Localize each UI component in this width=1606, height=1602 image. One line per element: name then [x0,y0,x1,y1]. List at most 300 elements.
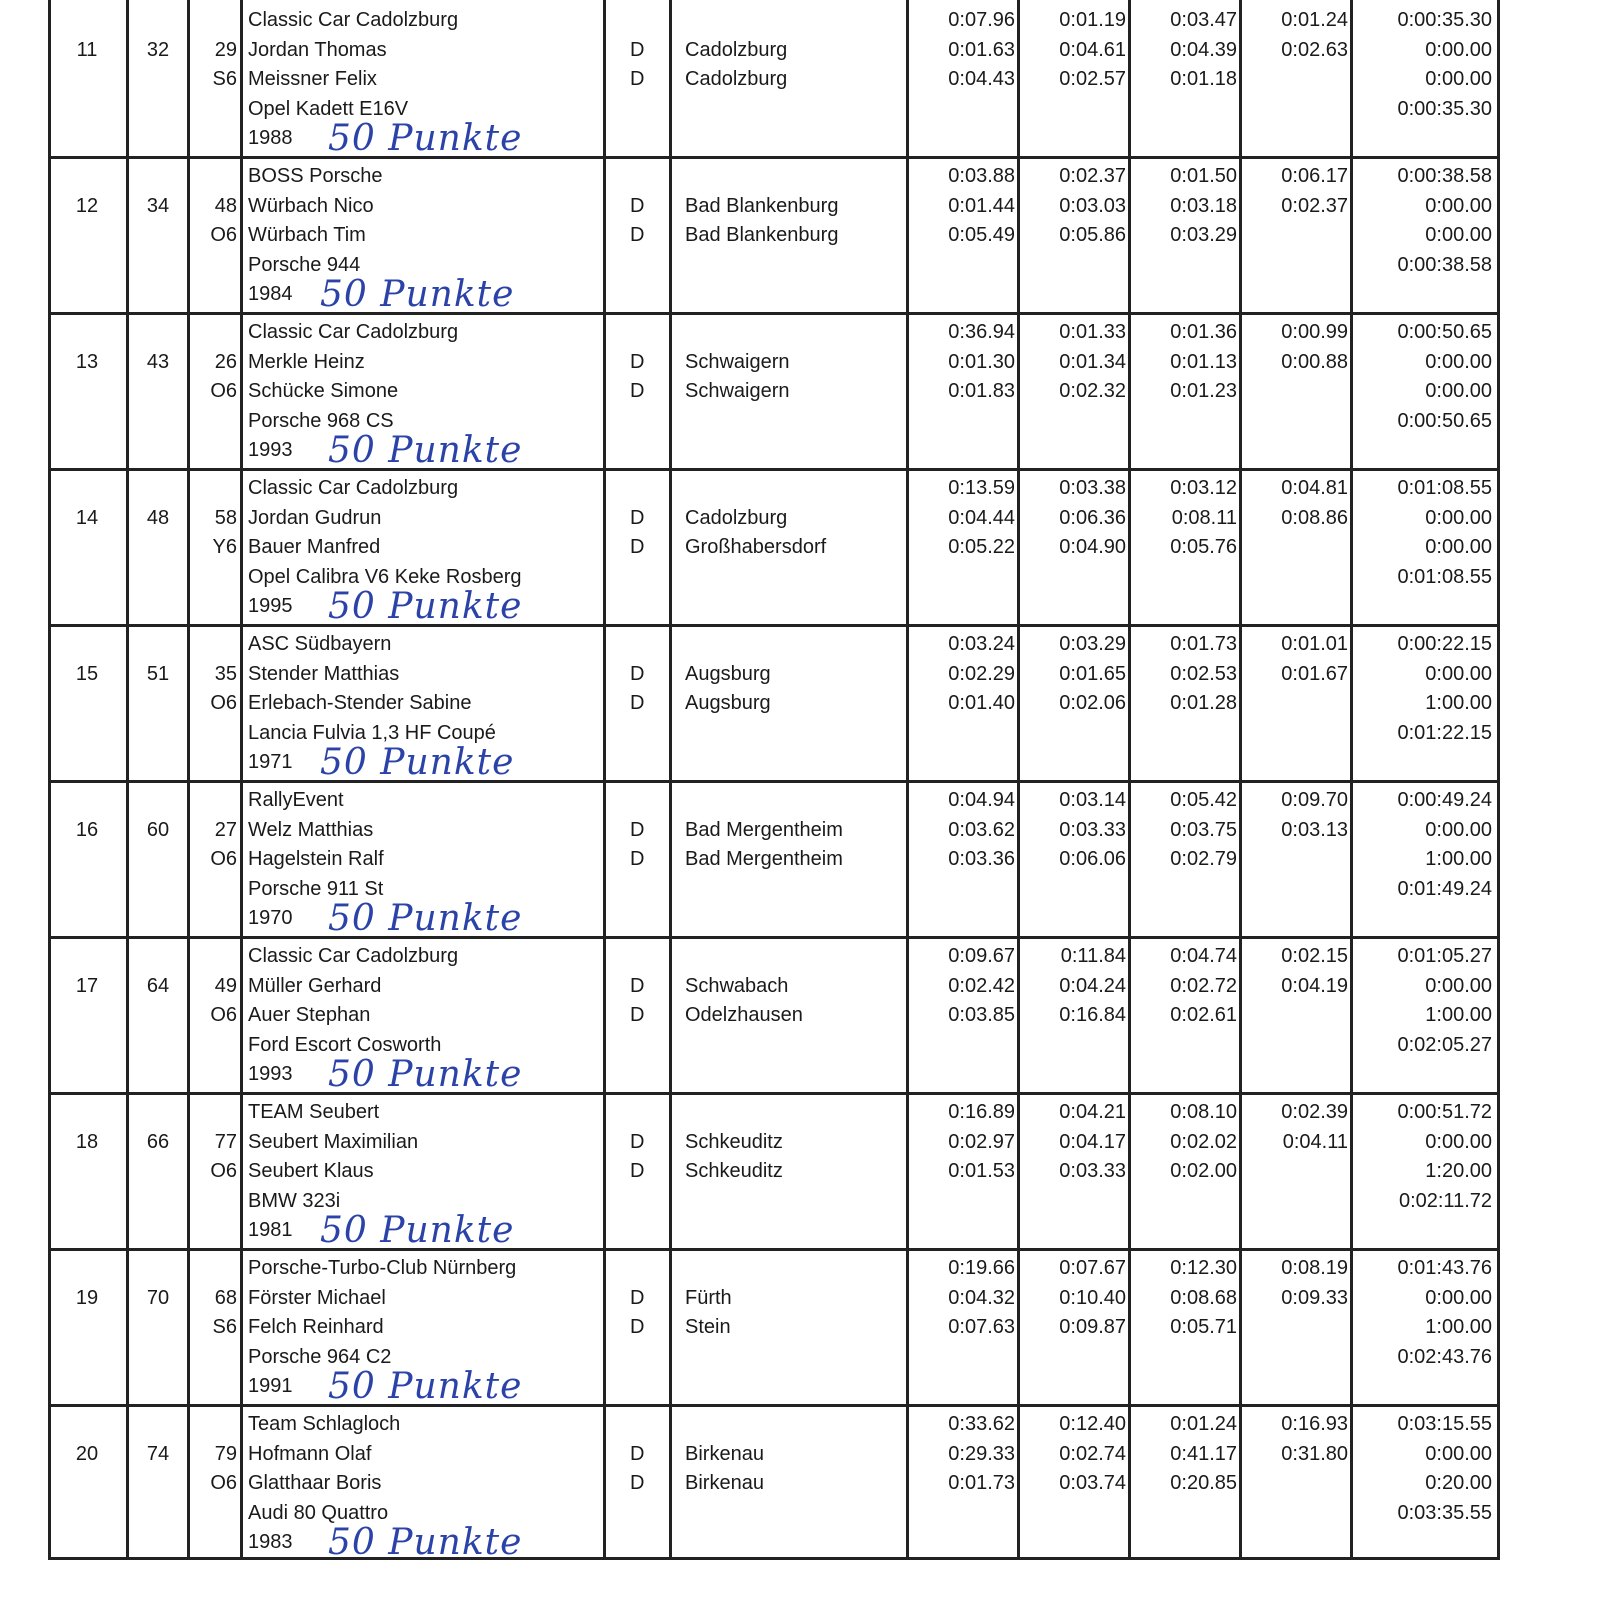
car-model: Porsche 944 [248,254,361,276]
car-number: 26 [214,351,237,373]
total-time: 0:00.00 [1425,1443,1492,1465]
stage-time: 0:01.24 [1281,9,1348,31]
car-year: 1983 [248,1531,293,1553]
stage-time: 0:01.33 [1059,321,1126,343]
car-year: 1993 [248,1063,293,1085]
car-model: Porsche 911 St [248,878,384,900]
stage-time: 0:00.88 [1281,351,1348,373]
position: 19 [75,1287,99,1309]
codriver-name: Schücke Simone [248,380,399,402]
stage-time: 0:19.66 [948,1257,1015,1279]
stage-time: 0:04.21 [1059,1101,1126,1123]
stage-time: 0:12.40 [1059,1413,1126,1435]
car-number: 48 [214,195,237,217]
car-model: Lancia Fulvia 1,3 HF Coupé [248,722,496,744]
total-time: 0:00.00 [1425,507,1492,529]
stage-time: 0:02.97 [948,1131,1015,1153]
car-year: 1993 [248,439,293,461]
team-name: Team Schlagloch [248,1413,401,1435]
stage-time: 0:31.80 [1281,1443,1348,1465]
driver-city: Schkeuditz [685,1131,783,1153]
driver-name: Welz Matthias [248,819,374,841]
car-year: 1991 [248,1375,293,1397]
driver-name: Förster Michael [248,1287,386,1309]
final-time: 0:01:22.15 [1397,722,1492,744]
codriver-nationality: D [630,1316,645,1338]
car-model: BMW 323i [248,1190,341,1212]
stage-time: 0:09.87 [1059,1316,1126,1338]
team-name: Classic Car Cadolzburg [248,945,459,967]
stage-time: 0:03.88 [948,165,1015,187]
total-time: 0:00.00 [1425,1287,1492,1309]
stage-time: 0:01.36 [1170,321,1237,343]
start-number: 48 [146,507,170,529]
stage-time: 0:04.39 [1170,39,1237,61]
total-time: 0:01:08.55 [1397,477,1492,499]
final-time: 0:02:11.72 [1398,1190,1492,1212]
table-row [48,156,1500,315]
final-time: 0:02:43.76 [1397,1346,1492,1368]
total-time: 0:00.00 [1425,536,1492,558]
class: O6 [210,1160,237,1182]
car-year: 1988 [248,127,293,149]
stage-time: 0:01.30 [948,351,1015,373]
car-number: 58 [214,507,237,529]
stage-time: 0:02.39 [1281,1101,1348,1123]
class: O6 [210,1004,237,1026]
stage-time: 0:04.81 [1281,477,1348,499]
stage-time: 0:04.19 [1281,975,1348,997]
position: 14 [75,507,99,529]
car-model: Ford Escort Cosworth [248,1034,442,1056]
final-time: 0:01:49.24 [1397,878,1492,900]
driver-nationality: D [630,1287,645,1309]
total-time: 0:03:15.55 [1397,1413,1492,1435]
stage-time: 0:03.18 [1170,195,1237,217]
codriver-nationality: D [630,692,645,714]
start-number: 66 [146,1131,170,1153]
driver-nationality: D [630,663,645,685]
stage-time: 0:01.01 [1281,633,1348,655]
handwritten-points: 50 Punkte [328,1522,523,1563]
stage-time: 0:02.79 [1170,848,1237,870]
start-number: 43 [146,351,170,373]
stage-time: 0:06.36 [1059,507,1126,529]
stage-time: 0:02.61 [1170,1004,1237,1026]
stage-time: 0:06.17 [1281,165,1348,187]
team-name: Classic Car Cadolzburg [248,321,459,343]
codriver-name: Hagelstein Ralf [248,848,384,870]
codriver-name: Auer Stephan [248,1004,371,1026]
stage-time: 0:16.93 [1281,1413,1348,1435]
team-name: Classic Car Cadolzburg [248,477,459,499]
stage-time: 0:07.67 [1059,1257,1126,1279]
total-time: 0:01:43.76 [1397,1257,1492,1279]
team-name: Classic Car Cadolzburg [248,9,459,31]
car-year: 1984 [248,283,293,305]
total-time: 0:00.00 [1425,975,1492,997]
table-row [48,780,1500,939]
stage-time: 0:05.22 [948,536,1015,558]
codriver-city: Schkeuditz [685,1160,783,1182]
driver-nationality: D [630,195,645,217]
car-year: 1981 [248,1219,293,1241]
stage-time: 0:02.72 [1170,975,1237,997]
car-year: 1971 [248,751,293,773]
handwritten-points: 50 Punkte [320,742,515,783]
stage-time: 0:02.29 [948,663,1015,685]
driver-nationality: D [630,1131,645,1153]
handwritten-points: 50 Punkte [328,898,523,939]
stage-time: 0:01.73 [1170,633,1237,655]
stage-time: 0:07.63 [948,1316,1015,1338]
stage-time: 0:02.02 [1170,1131,1237,1153]
stage-time: 0:04.17 [1059,1131,1126,1153]
team-name: Porsche-Turbo-Club Nürnberg [248,1257,517,1279]
total-time: 0:01:05.27 [1397,945,1492,967]
position: 15 [75,663,99,685]
final-time: 0:00:38.58 [1397,254,1492,276]
car-number: 68 [214,1287,237,1309]
stage-time: 0:03.12 [1170,477,1237,499]
driver-city: Schwaigern [685,351,790,373]
stage-time: 0:08.86 [1281,507,1348,529]
total-time: 0:00.00 [1425,351,1492,373]
total-time: 1:20.00 [1425,1160,1492,1182]
start-number: 74 [146,1443,170,1465]
total-time: 0:00.00 [1425,819,1492,841]
team-name: ASC Südbayern [248,633,392,655]
handwritten-points: 50 Punkte [320,274,515,315]
table-row [48,312,1500,471]
total-time: 1:00.00 [1425,1316,1492,1338]
stage-time: 0:04.24 [1059,975,1126,997]
start-number: 32 [146,39,170,61]
total-time: 0:00:35.30 [1397,9,1492,31]
start-number: 60 [146,819,170,841]
driver-name: Jordan Gudrun [248,507,382,529]
codriver-city: Stein [685,1316,731,1338]
handwritten-points: 50 Punkte [328,586,523,627]
driver-nationality: D [630,975,645,997]
stage-time: 0:03.36 [948,848,1015,870]
stage-time: 0:29.33 [948,1443,1015,1465]
codriver-name: Erlebach-Stender Sabine [248,692,472,714]
total-time: 0:00:51.72 [1397,1101,1492,1123]
codriver-city: Schwaigern [685,380,790,402]
handwritten-points: 50 Punkte [328,430,523,471]
total-time: 0:20.00 [1425,1472,1492,1494]
stage-time: 0:05.49 [948,224,1015,246]
driver-name: Jordan Thomas [248,39,387,61]
stage-time: 0:03.33 [1059,819,1126,841]
stage-time: 0:01.28 [1170,692,1237,714]
stage-time: 0:02.15 [1281,945,1348,967]
driver-name: Hofmann Olaf [248,1443,372,1465]
driver-nationality: D [630,39,645,61]
total-time: 0:00.00 [1425,224,1492,246]
stage-time: 0:01.40 [948,692,1015,714]
total-time: 0:00.00 [1425,39,1492,61]
stage-time: 0:08.68 [1170,1287,1237,1309]
stage-time: 0:03.13 [1281,819,1348,841]
stage-time: 0:02.53 [1170,663,1237,685]
driver-nationality: D [630,819,645,841]
stage-time: 0:03.29 [1170,224,1237,246]
codriver-city: Augsburg [685,692,771,714]
stage-time: 0:03.14 [1059,789,1126,811]
driver-name: Stender Matthias [248,663,400,685]
class: O6 [210,380,237,402]
stage-time: 0:02.32 [1059,380,1126,402]
car-number: 79 [214,1443,237,1465]
table-row [48,936,1500,1095]
table-row [48,1092,1500,1251]
stage-time: 0:08.19 [1281,1257,1348,1279]
car-model: Opel Calibra V6 Keke Rosberg [248,566,522,588]
stage-time: 0:01.50 [1170,165,1237,187]
driver-city: Birkenau [685,1443,764,1465]
stage-time: 0:01.53 [948,1160,1015,1182]
stage-time: 0:36.94 [948,321,1015,343]
codriver-nationality: D [630,380,645,402]
driver-city: Cadolzburg [685,39,788,61]
total-time: 1:00.00 [1425,692,1492,714]
stage-time: 0:12.30 [1170,1257,1237,1279]
position: 16 [75,819,99,841]
stage-time: 0:03.33 [1059,1160,1126,1182]
codriver-name: Glatthaar Boris [248,1472,382,1494]
driver-name: Müller Gerhard [248,975,382,997]
position: 12 [75,195,99,217]
car-model: Porsche 964 C2 [248,1346,392,1368]
stage-time: 0:05.86 [1059,224,1126,246]
stage-time: 0:03.47 [1170,9,1237,31]
stage-time: 0:01.65 [1059,663,1126,685]
driver-city: Cadolzburg [685,507,788,529]
final-time: 0:01:08.55 [1397,566,1492,588]
stage-time: 0:10.40 [1059,1287,1126,1309]
table-row [48,468,1500,627]
driver-city: Bad Blankenburg [685,195,839,217]
total-time: 0:00:38.58 [1397,165,1492,187]
handwritten-points: 50 Punkte [320,1210,515,1251]
codriver-nationality: D [630,1160,645,1182]
driver-name: Merkle Heinz [248,351,365,373]
stage-time: 0:16.89 [948,1101,1015,1123]
handwritten-points: 50 Punkte [328,118,523,159]
driver-city: Fürth [685,1287,732,1309]
handwritten-points: 50 Punkte [328,1366,523,1407]
stage-time: 0:33.62 [948,1413,1015,1435]
codriver-name: Meissner Felix [248,68,377,90]
stage-time: 0:01.83 [948,380,1015,402]
car-model: Audi 80 Quattro [248,1502,389,1524]
codriver-city: Odelzhausen [685,1004,803,1026]
stage-time: 0:01.63 [948,39,1015,61]
final-time: 0:02:05.27 [1397,1034,1492,1056]
total-time: 0:00.00 [1425,195,1492,217]
codriver-nationality: D [630,1004,645,1026]
position: 18 [75,1131,99,1153]
total-time: 0:00.00 [1425,380,1492,402]
stage-time: 0:05.42 [1170,789,1237,811]
driver-name: Würbach Nico [248,195,374,217]
stage-time: 0:06.06 [1059,848,1126,870]
car-model: Porsche 968 CS [248,410,394,432]
stage-time: 0:02.06 [1059,692,1126,714]
codriver-city: Großhabersdorf [685,536,827,558]
codriver-name: Bauer Manfred [248,536,381,558]
stage-time: 0:02.63 [1281,39,1348,61]
driver-nationality: D [630,507,645,529]
stage-time: 0:01.13 [1170,351,1237,373]
final-time: 0:03:35.55 [1397,1502,1492,1524]
stage-time: 0:13.59 [948,477,1015,499]
stage-time: 0:02.37 [1281,195,1348,217]
driver-city: Augsburg [685,663,771,685]
stage-time: 0:02.37 [1059,165,1126,187]
stage-time: 0:03.62 [948,819,1015,841]
start-number: 51 [146,663,170,685]
stage-time: 0:01.44 [948,195,1015,217]
class: Y6 [212,536,237,558]
stage-time: 0:02.74 [1059,1443,1126,1465]
car-year: 1995 [248,595,293,617]
table-row [48,1248,1500,1407]
codriver-nationality: D [630,848,645,870]
stage-time: 0:04.43 [948,68,1015,90]
total-time: 0:00.00 [1425,663,1492,685]
stage-time: 0:01.18 [1170,68,1237,90]
table-row [48,0,1500,159]
stage-time: 0:04.32 [948,1287,1015,1309]
stage-time: 0:04.44 [948,507,1015,529]
driver-city: Bad Mergentheim [685,819,843,841]
codriver-name: Würbach Tim [248,224,366,246]
class: O6 [210,848,237,870]
driver-nationality: D [630,351,645,373]
stage-time: 0:04.90 [1059,536,1126,558]
stage-time: 0:01.24 [1170,1413,1237,1435]
codriver-name: Felch Reinhard [248,1316,384,1338]
stage-time: 0:04.94 [948,789,1015,811]
stage-time: 0:02.00 [1170,1160,1237,1182]
class: O6 [210,224,237,246]
stage-time: 0:20.85 [1170,1472,1237,1494]
car-number: 49 [214,975,237,997]
total-time: 1:00.00 [1425,848,1492,870]
position: 11 [76,39,98,61]
total-time: 0:00:50.65 [1397,321,1492,343]
car-model: Opel Kadett E16V [248,98,409,120]
class: S6 [212,1316,237,1338]
codriver-city: Bad Mergentheim [685,848,843,870]
driver-name: Seubert Maximilian [248,1131,419,1153]
stage-time: 0:05.76 [1170,536,1237,558]
total-time: 0:00.00 [1425,68,1492,90]
stage-time: 0:16.84 [1059,1004,1126,1026]
codriver-city: Birkenau [685,1472,764,1494]
stage-time: 0:01.73 [948,1472,1015,1494]
codriver-nationality: D [630,536,645,558]
car-number: 77 [214,1131,237,1153]
stage-time: 0:04.11 [1282,1131,1348,1153]
final-time: 0:00:35.30 [1397,98,1492,120]
table-row [48,624,1500,783]
start-number: 70 [146,1287,170,1309]
codriver-nationality: D [630,68,645,90]
stage-time: 0:03.75 [1170,819,1237,841]
stage-time: 0:03.85 [948,1004,1015,1026]
stage-time: 0:09.67 [948,945,1015,967]
codriver-nationality: D [630,1472,645,1494]
stage-time: 0:03.38 [1059,477,1126,499]
final-time: 0:00:50.65 [1397,410,1492,432]
codriver-city: Bad Blankenburg [685,224,839,246]
stage-time: 0:04.61 [1059,39,1126,61]
position: 13 [75,351,99,373]
car-number: 27 [214,819,237,841]
car-year: 1970 [248,907,293,929]
stage-time: 0:09.33 [1281,1287,1348,1309]
table-row [48,1404,1500,1563]
stage-time: 0:07.96 [948,9,1015,31]
position: 20 [75,1443,99,1465]
stage-time: 0:01.19 [1059,9,1126,31]
stage-time: 0:41.17 [1170,1443,1237,1465]
total-time: 0:00:22.15 [1397,633,1492,655]
stage-time: 0:03.29 [1059,633,1126,655]
start-number: 64 [146,975,170,997]
stage-time: 0:04.74 [1170,945,1237,967]
team-name: TEAM Seubert [248,1101,380,1123]
stage-time: 0:08.10 [1170,1101,1237,1123]
driver-nationality: D [630,1443,645,1465]
handwritten-points: 50 Punkte [328,1054,523,1095]
car-number: 35 [214,663,237,685]
total-time: 0:00:49.24 [1397,789,1492,811]
stage-time: 0:01.67 [1281,663,1348,685]
stage-time: 0:03.74 [1059,1472,1126,1494]
stage-time: 0:01.23 [1170,380,1237,402]
stage-time: 0:08.11 [1171,507,1237,529]
class: S6 [212,68,237,90]
stage-time: 0:00.99 [1281,321,1348,343]
class: O6 [210,1472,237,1494]
stage-time: 0:02.42 [948,975,1015,997]
stage-time: 0:05.71 [1170,1316,1237,1338]
class: O6 [210,692,237,714]
stage-time: 0:03.24 [948,633,1015,655]
team-name: RallyEvent [248,789,344,811]
driver-city: Schwabach [685,975,789,997]
start-number: 34 [146,195,170,217]
total-time: 1:00.00 [1425,1004,1492,1026]
position: 17 [75,975,99,997]
car-number: 29 [214,39,237,61]
team-name: BOSS Porsche [248,165,383,187]
stage-time: 0:09.70 [1281,789,1348,811]
stage-time: 0:11.84 [1060,945,1126,967]
stage-time: 0:02.57 [1059,68,1126,90]
codriver-nationality: D [630,224,645,246]
codriver-city: Cadolzburg [685,68,788,90]
total-time: 0:00.00 [1425,1131,1492,1153]
codriver-name: Seubert Klaus [248,1160,374,1182]
stage-time: 0:03.03 [1059,195,1126,217]
stage-time: 0:01.34 [1059,351,1126,373]
